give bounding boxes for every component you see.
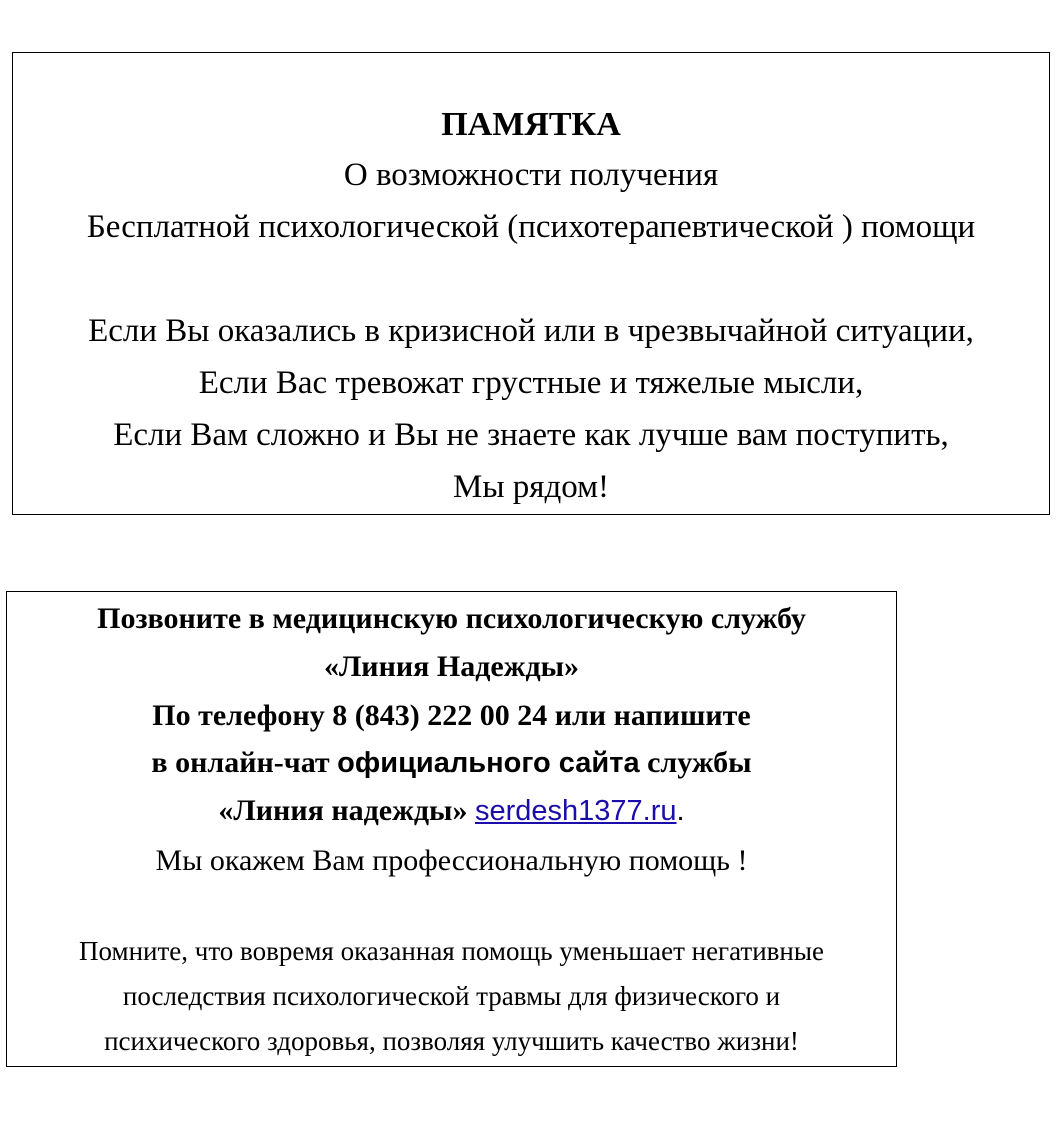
- phone-line: По телефону 8 (843) 222 00 24 или напишите: [152, 699, 751, 732]
- memo-line-1: Если Вы оказались в кризисной или в чрезвычайной ситуации,: [88, 313, 974, 349]
- memo-subtitle-1: О возможности получения: [343, 157, 719, 193]
- reminder-line-3: психического здоровья, позволяя улучшить качество жизни!: [104, 1026, 799, 1056]
- memo-line-4: Мы рядом!: [453, 469, 609, 505]
- memo-subtitle-2: Бесплатной психологической (психотерапевтической ) помощи: [86, 209, 976, 245]
- memo-title: ПАМЯТКА: [441, 106, 621, 143]
- site-line-end: .: [676, 795, 685, 827]
- contact-line-1: Позвоните в медицинскую психологическую службу: [97, 602, 806, 635]
- chat-line-part-2: официального сайта: [337, 747, 640, 779]
- service-name: «Линия Надежды»: [323, 650, 580, 683]
- website-link[interactable]: serdesh1377.ru: [474, 795, 677, 827]
- chat-line-part-1: в онлайн-чат: [151, 746, 338, 779]
- memo-line-3: Если Вам сложно и Вы не знаете как лучше вам поступить,: [113, 417, 949, 453]
- chat-line-part-3: службы: [639, 746, 752, 779]
- contact-box: [6, 591, 897, 1067]
- site-line-label: «Линия надежды»: [218, 794, 475, 827]
- chat-line: [7, 748, 896, 778]
- reminder-line-1: Помните, что вовремя оказанная помощь уменьшает негативные: [79, 936, 824, 966]
- site-line: [7, 796, 896, 826]
- reminder-line-2: последствия психологической травмы для физического и: [122, 981, 781, 1011]
- memo-line-2: Если Вас тревожат грустные и тяжелые мысли,: [198, 365, 864, 401]
- help-promise: Мы окажем Вам профессиональную помощь !: [155, 844, 748, 877]
- memo-box: [12, 52, 1050, 515]
